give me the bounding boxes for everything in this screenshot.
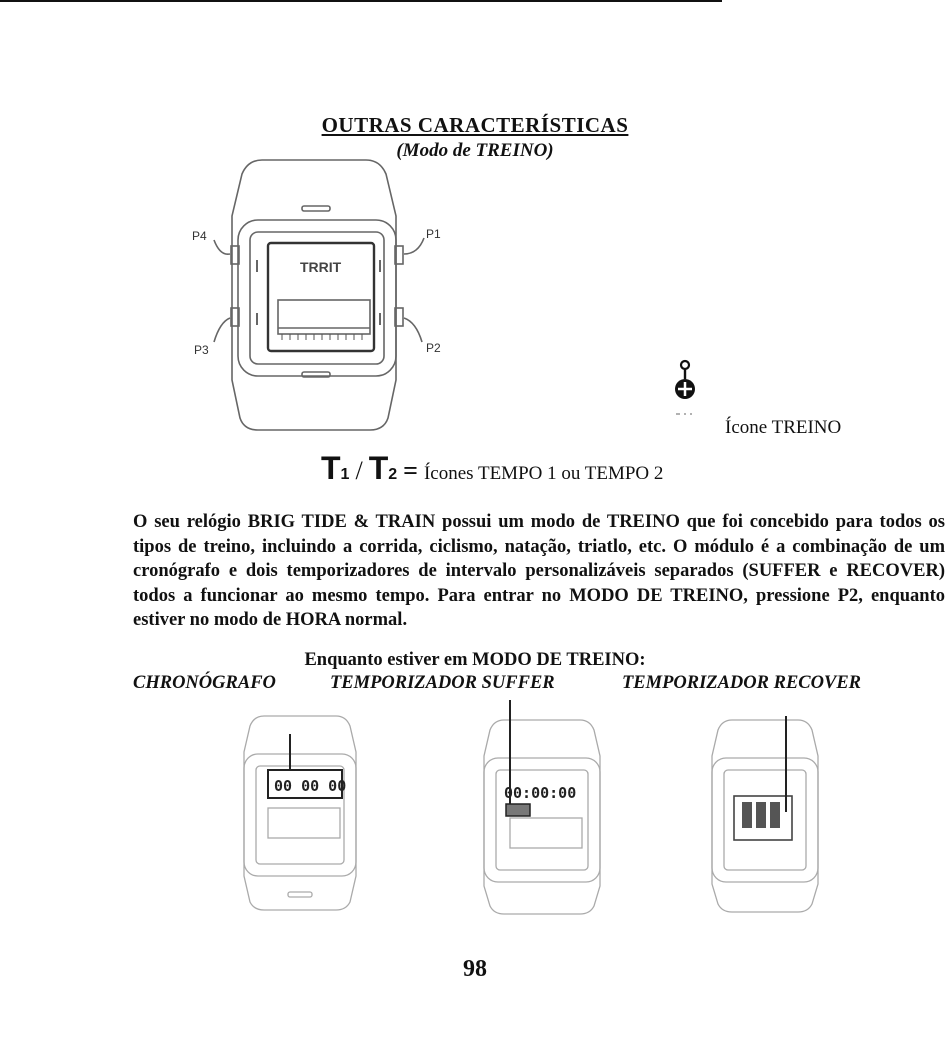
main-watch-illustration <box>190 158 450 433</box>
mode-label-suffer: TEMPORIZADOR SUFFER <box>330 673 555 693</box>
chronograph-display: 00 00 00 <box>274 777 347 795</box>
training-icon-caption: Ícone TREINO <box>725 417 842 438</box>
tempo-separator: / <box>355 456 363 485</box>
page-title: OUTRAS CARACTERÍSTICAS <box>321 113 629 137</box>
button-label-p3: P3 <box>194 343 209 357</box>
t1-icon-sup: 1 <box>340 466 350 483</box>
tempo-icons-legend <box>321 450 663 487</box>
main-watch-display-text: TRRIT <box>300 259 342 275</box>
page-number: 98 <box>463 956 487 982</box>
tempo-legend-text: Ícones TEMPO 1 ou TEMPO 2 <box>423 463 664 484</box>
t2-icon: T <box>368 450 389 486</box>
top-rule <box>0 0 722 2</box>
tempo-equals: = <box>403 456 418 485</box>
t2-icon-sup: 2 <box>388 466 398 483</box>
mode-label-chronograph: CHRONÓGRAFO <box>133 673 276 693</box>
training-icon <box>672 359 698 419</box>
suffer-watch-illustration <box>470 700 614 916</box>
mode-label-recover: TEMPORIZADOR RECOVER <box>622 673 862 693</box>
recover-watch-illustration <box>700 716 830 914</box>
button-label-p1: P1 <box>426 227 441 241</box>
button-label-p2: P2 <box>426 341 441 355</box>
button-label-p4: P4 <box>192 229 207 243</box>
body-paragraph: O seu relógio BRIG TIDE & TRAIN possui um modo de TREINO que foi concebido para todos os tipos de treino, incluindo a corrida, ciclismo, natação, triatlo, etc. O módulo é a combinação de um cronógrafo e dois temporizadores de intervalo personalizáveis separados (SUFFER e RECOVER) todos a funcionar ao mesmo tempo. Para entrar no MODO DE TREINO, pressione P2, enquanto estiver no modo de HORA normal. <box>133 512 945 630</box>
page-subtitle: (Modo de TREINO) <box>396 140 554 161</box>
chronograph-watch-illustration <box>228 712 372 912</box>
suffer-display: 00:00:00 <box>504 784 577 802</box>
modes-heading: Enquanto estiver em MODO DE TREINO: <box>304 650 646 670</box>
t1-icon: T <box>321 450 341 486</box>
